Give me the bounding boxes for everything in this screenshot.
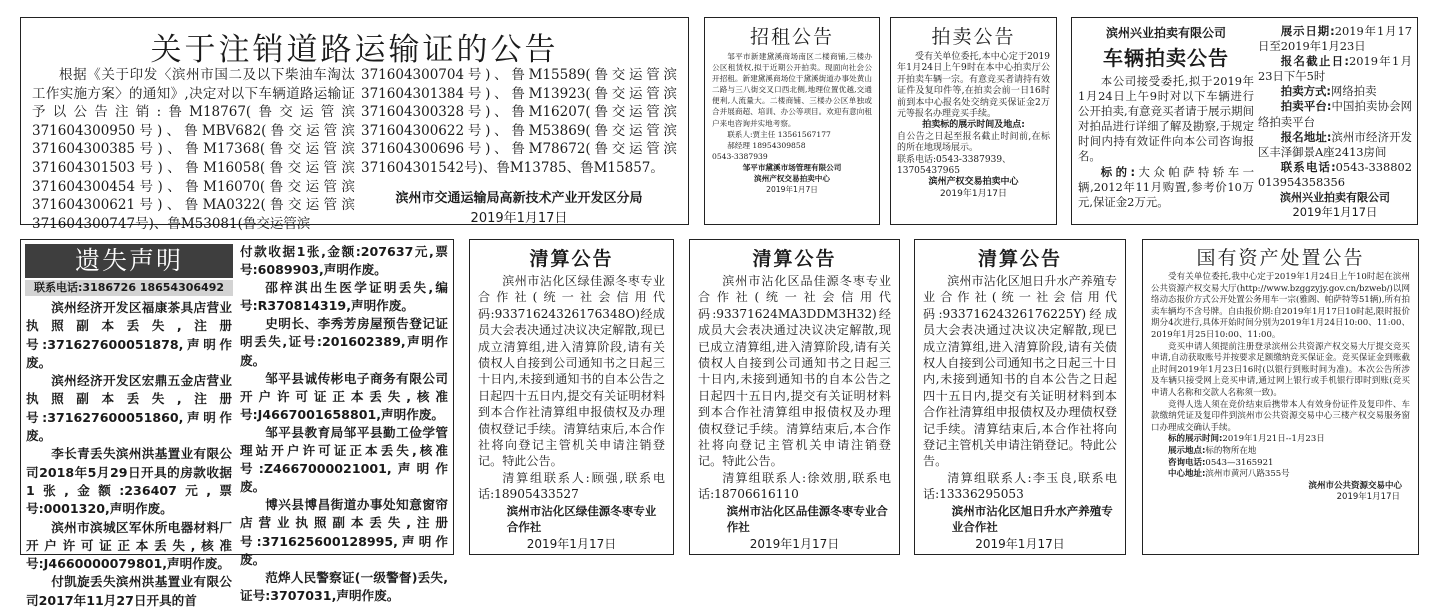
notice-body: 受有关单位委托,本中心定于2019年1月24日上午9时在本中心拍卖厅公开拍卖车辆一宗。有意竞买者请持有效证件及复印件等,在拍卖会前一日16时前到本中心报名处交纳竞买保证金2万元等报名办理竞买手续。: [897, 52, 1051, 120]
field-value: 0543-338802013954358356: [1258, 159, 1412, 189]
notice-liquidation-2: [689, 239, 900, 555]
notice-date: 2019年1月17日: [939, 188, 1008, 199]
notice-title: 国有资产处置公告: [1196, 247, 1365, 269]
field-label: 报名地址:: [1280, 129, 1332, 144]
notice-vehicle-auction: [1071, 17, 1418, 225]
section-heading: 拍卖标的展示时间及地点:: [922, 120, 1025, 131]
info-row: [1151, 469, 1410, 481]
notice-lost-declaration: [20, 239, 454, 608]
field-label: 标的展示时间:: [1168, 434, 1223, 445]
info-row: [1151, 434, 1410, 446]
notice-signature: 滨州市沾化区旭日升水产养殖专业合作社: [951, 503, 1113, 535]
info-row: [1258, 160, 1412, 190]
info-row: [1258, 99, 1412, 129]
notice-paragraph: 竞得人选人须在竞价结束后携带本人有效身份证件及复印件、车款缴纳凭证及复印件到滨州市公共资源交易中心三楼产权交易服务窗口办理成交确认手续。: [1151, 399, 1410, 433]
field-value: 滨州市黄河八路355号: [1205, 469, 1290, 480]
info-row: [1258, 24, 1412, 54]
lost-item: 滨州经济开发区宏鼎五金店营业执照副本丢失,注册号:371627600051860,声明作废。: [26, 373, 232, 444]
notice-title: 清算公告: [529, 248, 614, 270]
lot-paragraph: [1078, 165, 1254, 210]
notice-signature: 滨州市公共资源交易中心: [1308, 480, 1402, 491]
lost-item: 史明长、李秀芳房屋预告登记证明丢失,证号:201602389,声明作废。: [240, 316, 448, 368]
notice-title: 车辆拍卖公告: [1103, 46, 1229, 70]
field-label: 展示地点:: [1168, 445, 1206, 456]
notice-location: 自公告之日起至报名截止时间前,在标的所在地现场展示。: [897, 131, 1050, 154]
lost-column-1: [26, 299, 232, 610]
info-row: [1258, 54, 1412, 84]
field-value: 2019年1月23日下午5时: [1258, 54, 1412, 84]
lost-item: 滨州经济开发区福康茶具店营业执照副本丢失,注册号:371627600051878,声明作废。: [26, 300, 232, 370]
notice-date: 2019年1月17日: [1292, 205, 1378, 220]
company-name: 滨州兴业拍卖有限公司: [1105, 26, 1226, 40]
lost-column-2: [240, 243, 448, 605]
notice-liquidation-1: [469, 239, 674, 555]
lost-item: 滨州市滨城区军休所电器材料厂开户许可证正本丢失,核准号:J4660000079801,声明作废。: [26, 519, 232, 572]
notice-liquidation-3: [914, 239, 1126, 555]
notice-date: 2019年1月17日: [470, 211, 568, 227]
notice-signature: 滨州产权交易拍卖中心: [928, 177, 1019, 188]
lost-item: 范烨人民警察证(一级警督)丢失,证号:3707031,声明作废。: [240, 569, 448, 603]
notice-signature: 滨州产权交易拍卖中心: [754, 174, 830, 184]
field-label: 中心地址:: [1168, 469, 1206, 480]
field-label: 报名截止日:: [1280, 54, 1349, 69]
field-label: 咨询电话:: [1168, 457, 1206, 468]
notice-date: 2019年1月17日: [526, 536, 617, 551]
info-row: [1258, 130, 1412, 160]
lost-item: 付凯旋丢失滨州洪基置业有限公司2017年11月27日开具的首: [26, 574, 232, 608]
info-row: [1151, 458, 1410, 470]
lost-contact-bar: [25, 280, 233, 296]
contact-line: 清算组联系人:徐效朋,联系电话:18706616110: [698, 470, 891, 502]
notice-auction: [890, 17, 1057, 225]
notice-body-left: 根据《关于印发〈滨州市国二及以下柴油车淘汰工作实施方案〉的通知》,决定对以下车辆道路运输证予以公告注销:鲁M18767(鲁交运管滨371604300950号)、鲁MBV682(鲁交运管滨371604300385号)、鲁M17368(鲁交运管滨371604301503号)、鲁M16058(鲁交运管滨371604300454号)、鲁M16070(鲁交运管滨371604300621号)、鲁MA0322(鲁交运管滨371604300747号)、鲁M53081(鲁交运管滨: [32, 67, 355, 232]
notice-body: 滨州市沾化区品佳源冬枣专业合作社(统一社会信用代码:93371624MA3DDM3H32)经成员大会表决通过决议决定解散,现已成立清算组,进入清算阶段,请有关债权人自接到公司通知书之日起三十日内,未接到通知书的自本公告之日起四十五日内,提交有关证明材料到本合作社清算组申报债权及办理债权登记手续。清算结束后,本合作社将向登记主管机关申请注销登记。特此公告。: [698, 274, 891, 469]
lost-item: 邹平县教育局邹平县勤工俭学管理站开户许可证正本丢失,核准号:Z4667000021001,声明作废。: [240, 424, 448, 495]
lot-description: 大众帕萨特轿车一辆,2012年11月购置,参考价10万元,保证金2万元。: [1078, 164, 1254, 209]
contact-line: 0543-3387939: [712, 151, 768, 161]
field-label: 拍卖方式:: [1280, 84, 1331, 99]
notice-date: 2019年1月17日: [749, 536, 840, 551]
contact-line: 联系电话:0543-3387939、13705437965: [897, 154, 1012, 177]
notice-state-asset-disposal: [1142, 239, 1419, 555]
notice-title: 招租公告: [749, 26, 834, 48]
field-value: 0543—3165921: [1205, 457, 1274, 468]
notice-title: 关于注销道路运输证的公告: [150, 32, 559, 68]
lost-header: [25, 244, 233, 278]
notice-title: 清算公告: [752, 248, 837, 270]
notice-body: 邹平市新建黛溪商场南区二楼商铺,三楼办公区租赁权,拟于近期公开拍卖。现面向社会公开招租。新建黛溪商场位于黛溪街道办事处黄山二路与三八街交叉口西北侧,地理位置优越,交通便利,人流量大。二楼商铺、三楼办公区单独或合并展商超、培训、办公等项目。欢迎有意向租户来电咨询并实地考察。: [712, 52, 872, 128]
field-label: 拍卖平台:: [1280, 99, 1332, 114]
field-value: 标的物所在地: [1205, 445, 1257, 456]
field-value: 2019年1月21日--1月23日: [1222, 434, 1325, 445]
notice-date: 2019年1月7日: [766, 185, 818, 195]
notice-date: 2019年1月17日: [1336, 492, 1400, 503]
notice-cancel-transport-permit: [20, 17, 689, 232]
notice-signature: 滨州市交通运输局高新技术产业开发区分局: [395, 190, 643, 206]
field-value: 中国拍卖协会网络拍卖平台: [1258, 99, 1412, 129]
info-row: [1151, 446, 1410, 458]
notice-signature: 滨州兴业拍卖有限公司: [1280, 191, 1390, 205]
contact-line: 清算组联系人:顾强,联系电话:18905433527: [478, 470, 665, 502]
field-label: 标的:: [1100, 164, 1136, 179]
field-label: 联系电话:: [1280, 159, 1336, 174]
notice-body: 滨州市沾化区绿佳源冬枣专业合作社(统一社会信用代码:93371624326176348O)经成员大会表决通过决议决定解散,现已成立清算组,进入清算阶段,请有关债权人自接到公司通知书之日起三十日内,未接到通知书的自本公告之日起四十五日内,提交有关证明材料到本合作社清算组申报债权及办理债权登记手续。清算结束后,本合作社将向登记主管机关申请注销登记。特此公告。: [478, 274, 665, 469]
notice-paragraph: 竞买申请人须提前注册登录滨州公共资源产权交易大厅提交竞买申请,自动获取账号并按要求足额缴纳竞买保证金。竞买保证金到账截止时间2019年1月23日16时(以银行到账时间为准)。本次公告所涉及车辆只接受网上竞买申请,通过网上银行或手机银行即时到账(竞买申请人名称和交款人名称须一致)。: [1151, 341, 1410, 398]
field-value: 滨州市经济开发区丰泽御景A座2413房间: [1258, 129, 1412, 159]
notice-rent: [704, 17, 880, 225]
field-value: 2019年1月17日至2019年1月23日: [1258, 24, 1412, 54]
notice-body-right: 371604300704号)、鲁M15589(鲁交运管滨371604301384号)、鲁M13923(鲁交运管滨371604300328号)、鲁M16207(鲁交运管滨371604300622号)、鲁M53869(鲁交运管滨371604300696号)、鲁M78672(鲁交运管滨371604301542号)、鲁M13785、鲁M15857。: [361, 67, 677, 176]
field-value: 网络拍卖: [1330, 84, 1377, 99]
contact-line: 联系人:贾主任 13561567177: [727, 129, 831, 139]
field-label: 展示日期:: [1280, 24, 1335, 38]
notice-body: 本公司接受委托,拟于2019年1月24日上午9时对以下车辆进行公开拍卖,有意竞买者请于展示期间对拍品进行详细了解及勘察,于规定时间内持有效证件向本公司咨询报名。: [1078, 74, 1254, 164]
lost-item: 邵梓淇出生医学证明丢失,编号:R370814319,声明作废。: [240, 280, 448, 314]
notice-date: 2019年1月17日: [975, 536, 1065, 551]
notice-title: 拍卖公告: [931, 26, 1016, 48]
notice-signature: 邹平市黛溪市场管理有限公司: [742, 162, 842, 172]
lost-item: 邹平县诚传彬电子商务有限公司开户许可证正本丢失,核准号:J4667001658801,声明作废。: [240, 370, 448, 422]
notice-signature: 滨州市沾化区品佳源冬枣专业合作社: [726, 503, 888, 535]
notice-body: 滨州市沾化区旭日升水产养殖专业合作社(统一社会信用代码:93371624326176225Y)经成员大会表决通过决议决定解散,现已成立清算组,进入清算阶段,请有关债权人自接到公司通知书之日起三十日内,未接到通知书的自本公告之日起四十五日内,提交有关证明材料到本合作社清算组申报债权及办理债权登记手续。清算结束后,本合作社将向登记主管机关申请注销登记。特此公告。: [923, 274, 1117, 469]
notice-paragraph: 受有关单位委托,我中心定于2019年1月24日上午10时起在滨州公共资源产权交易大厅(http://www.bzggzyjy.gov.cn/bzweb/)以网络动态报价方式公开处置公务用车一宗(雅阁、帕萨特等51辆),所有拍卖车辆均不含号牌。自由报价期:自2019年1月17日10时起,限时报价期分4次进行,具体开始时间分别为2019年1月24日10:00、11:00、2019年1月25日10:00、11:00。: [1151, 272, 1410, 340]
notice-title: 清算公告: [977, 248, 1062, 270]
lost-item: 付款收据1张,金额:207637元,票号:6089903,声明作废。: [240, 244, 448, 278]
contact-line: 联系电话:3186726 18654306492: [34, 281, 224, 294]
lost-item: 李长青丢失滨州洪基置业有限公司2018年5月29日开具的房款收据1张,金额:236407元,票号:0001320,声明作废。: [26, 446, 232, 517]
lost-item: 博兴县博昌街道办事处知意窗帘店营业执照副本丢失,注册号:371625600128995,声明作废。: [240, 497, 448, 567]
contact-line: 清算组联系人:李玉良,联系电话:13336295053: [923, 470, 1117, 502]
notice-signature: 滨州市沾化区绿佳源冬枣专业合作社: [506, 503, 657, 535]
notice-title: 遗失声明: [74, 246, 183, 275]
info-row: [1258, 84, 1412, 99]
contact-line: 郝经理 18954309858: [727, 140, 806, 150]
